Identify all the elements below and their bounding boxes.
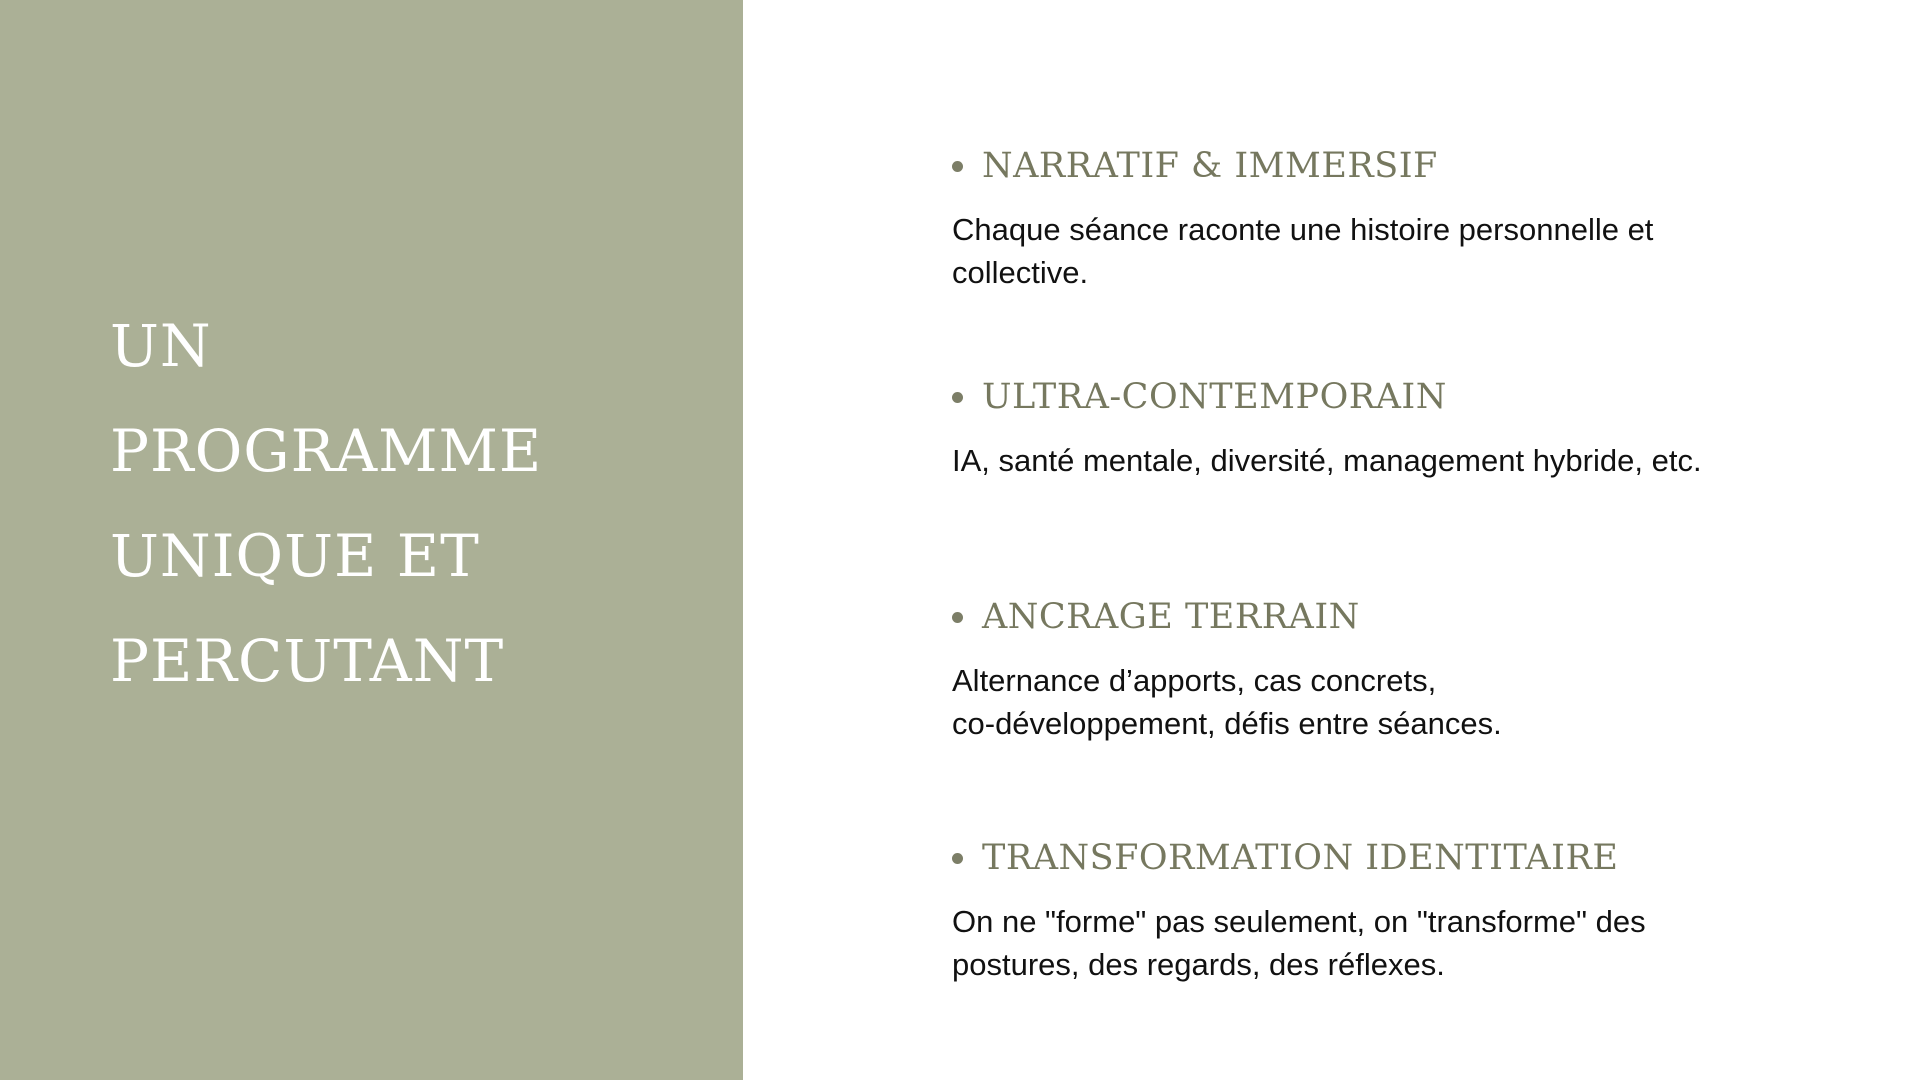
feature-title: TRANSFORMATION IDENTITAIRE bbox=[982, 838, 1619, 878]
feature-transformation bbox=[952, 834, 1832, 986]
title-line: UN bbox=[110, 312, 212, 380]
feature-description bbox=[952, 439, 1832, 482]
title-line: PERCUTANT bbox=[110, 627, 505, 695]
feature-description-line: postures, des regards, des réflexes. bbox=[952, 947, 1445, 982]
bullet-icon bbox=[952, 392, 963, 403]
feature-title: ULTRA-CONTEMPORAIN bbox=[982, 377, 1447, 417]
feature-heading bbox=[952, 593, 1832, 641]
bullet-icon bbox=[952, 612, 963, 623]
title-line: PROGRAMME bbox=[110, 417, 543, 485]
feature-description bbox=[952, 208, 1832, 294]
bullet-icon bbox=[952, 853, 963, 864]
bullet-icon bbox=[952, 161, 963, 172]
left-panel bbox=[0, 0, 743, 1080]
feature-description-line: collective. bbox=[952, 255, 1089, 290]
title-line: UNIQUE ET bbox=[110, 522, 480, 590]
feature-description-line: co-développement, défis entre séances. bbox=[952, 706, 1502, 741]
feature-description-line: IA, santé mentale, diversité, management hybride, etc. bbox=[952, 443, 1702, 478]
feature-heading bbox=[952, 373, 1832, 421]
feature-narratif bbox=[952, 142, 1832, 294]
page-title bbox=[110, 294, 710, 714]
feature-description bbox=[952, 900, 1832, 986]
feature-description-line: Chaque séance raconte une histoire personnelle et bbox=[952, 212, 1654, 247]
feature-description-line: On ne "forme" pas seulement, on "transforme" des bbox=[952, 904, 1646, 939]
feature-title: NARRATIF & IMMERSIF bbox=[982, 146, 1438, 186]
feature-heading bbox=[952, 142, 1832, 190]
feature-heading bbox=[952, 834, 1832, 882]
feature-description bbox=[952, 659, 1832, 745]
feature-ancrage-terrain bbox=[952, 593, 1832, 745]
feature-ultra-contemporain bbox=[952, 373, 1832, 482]
feature-description-line: Alternance d’apports, cas concrets, bbox=[952, 663, 1437, 698]
feature-title: ANCRAGE TERRAIN bbox=[982, 597, 1360, 637]
